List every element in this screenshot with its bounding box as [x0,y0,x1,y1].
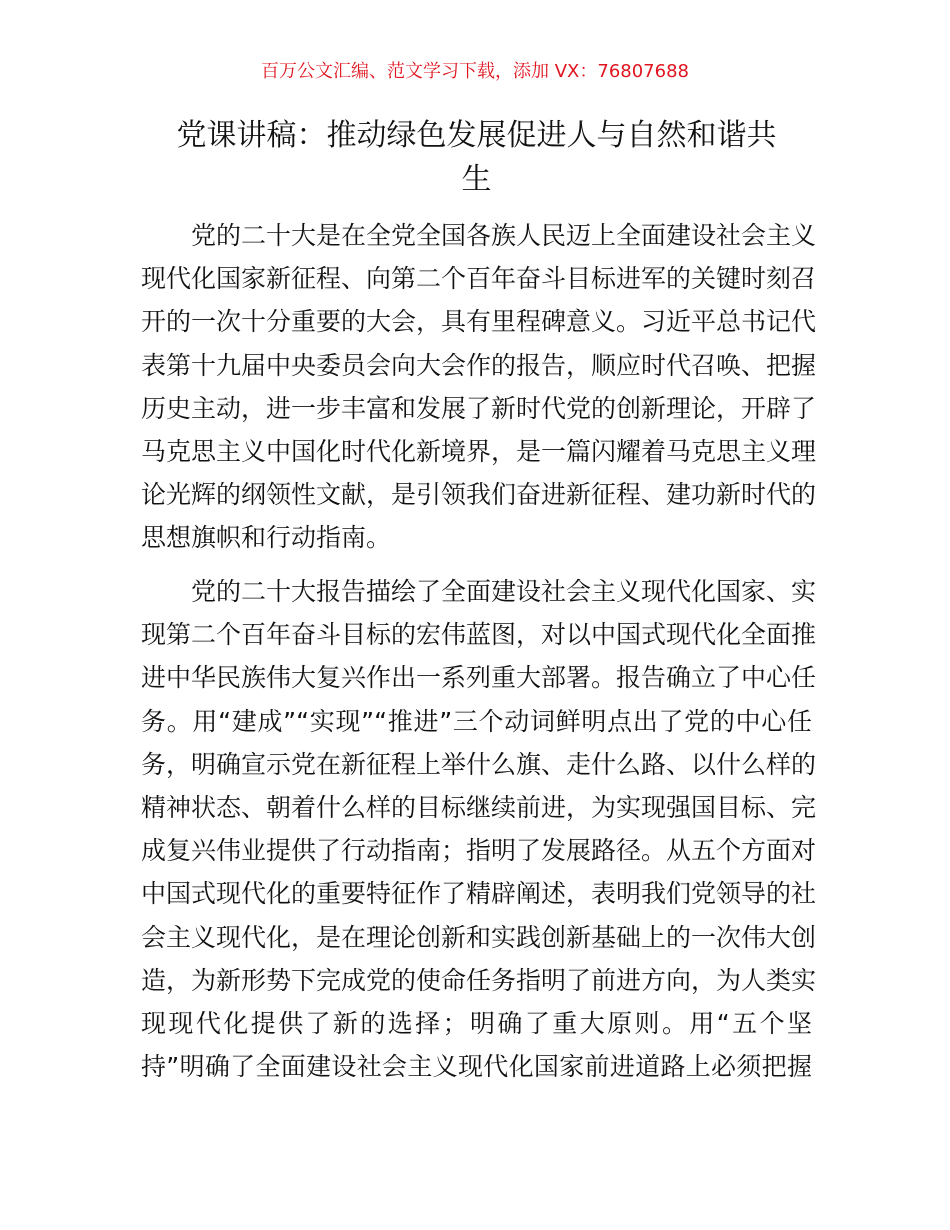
text-line: 现现代化提供了新的选择；明确了重大原则。用“五个坚 [141,1008,812,1038]
text-line: 思想旗帜和行动指南。 [141,523,392,553]
document-title [141,114,812,202]
text-line: 马克思主义中国化时代化新境界，是一篇闪耀着马克思主义理 [141,436,817,466]
text-line: 会主义现代化，是在理论创新和实践创新基础上的一次伟大创 [141,922,817,952]
text-line: 务，明确宣示党在新征程上举什么旗、走什么路、以什么样的 [141,749,817,779]
paragraph-2 [141,570,817,1088]
text-line: 中国式现代化的重要特征作了精辟阐述，表明我们党领导的社 [141,879,817,909]
text-line: 造，为新形势下完成党的使命任务指明了前进方向，为人类实 [141,965,817,995]
text-line: 现第二个百年奋斗目标的宏伟蓝图，对以中国式现代化全面推 [141,620,817,650]
text-line: 开的一次十分重要的大会，具有里程碑意义。习近平总书记代 [141,307,817,337]
title-line: 党课讲稿：推动绿色发展促进人与自然和谐共 [176,118,777,153]
text-line: 进中华民族伟大复兴作出一系列重大部署。报告确立了中心任 [141,663,817,693]
text-line: 现代化国家新征程、向第二个百年奋斗目标进军的关键时刻召 [141,264,817,294]
text-line: 党的二十大报告描绘了全面建设社会主义现代化国家、实 [141,577,817,606]
text-line: 成复兴伟业提供了行动指南；指明了发展路径。从五个方面对 [141,836,817,866]
text-line: 持”明确了全面建设社会主义现代化国家前进道路上必须把握 [141,1052,812,1082]
paragraph-1 [141,214,817,560]
text-line: 历史主动，进一步丰富和发展了新时代党的创新理论，开辟了 [141,393,817,423]
text-line: 论光辉的纲领性文献，是引领我们奋进新征程、建功新时代的 [141,480,817,510]
title-line: 生 [461,162,492,197]
text-line: 务。用“建成”“实现”“推进”三个动词鲜明点出了党的中心任 [141,706,812,736]
watermark-header: 百万公文汇编、范文学习下载，添加 VX：76807688 [261,61,689,82]
text-line: 表第十九届中央委员会向大会作的报告，顺应时代召唤、把握 [141,350,817,380]
text-line: 党的二十大是在全党全国各族人民迈上全面建设社会主义 [141,221,817,250]
text-line: 精神状态、朝着什么样的目标继续前进，为实现强国目标、完 [141,792,817,822]
